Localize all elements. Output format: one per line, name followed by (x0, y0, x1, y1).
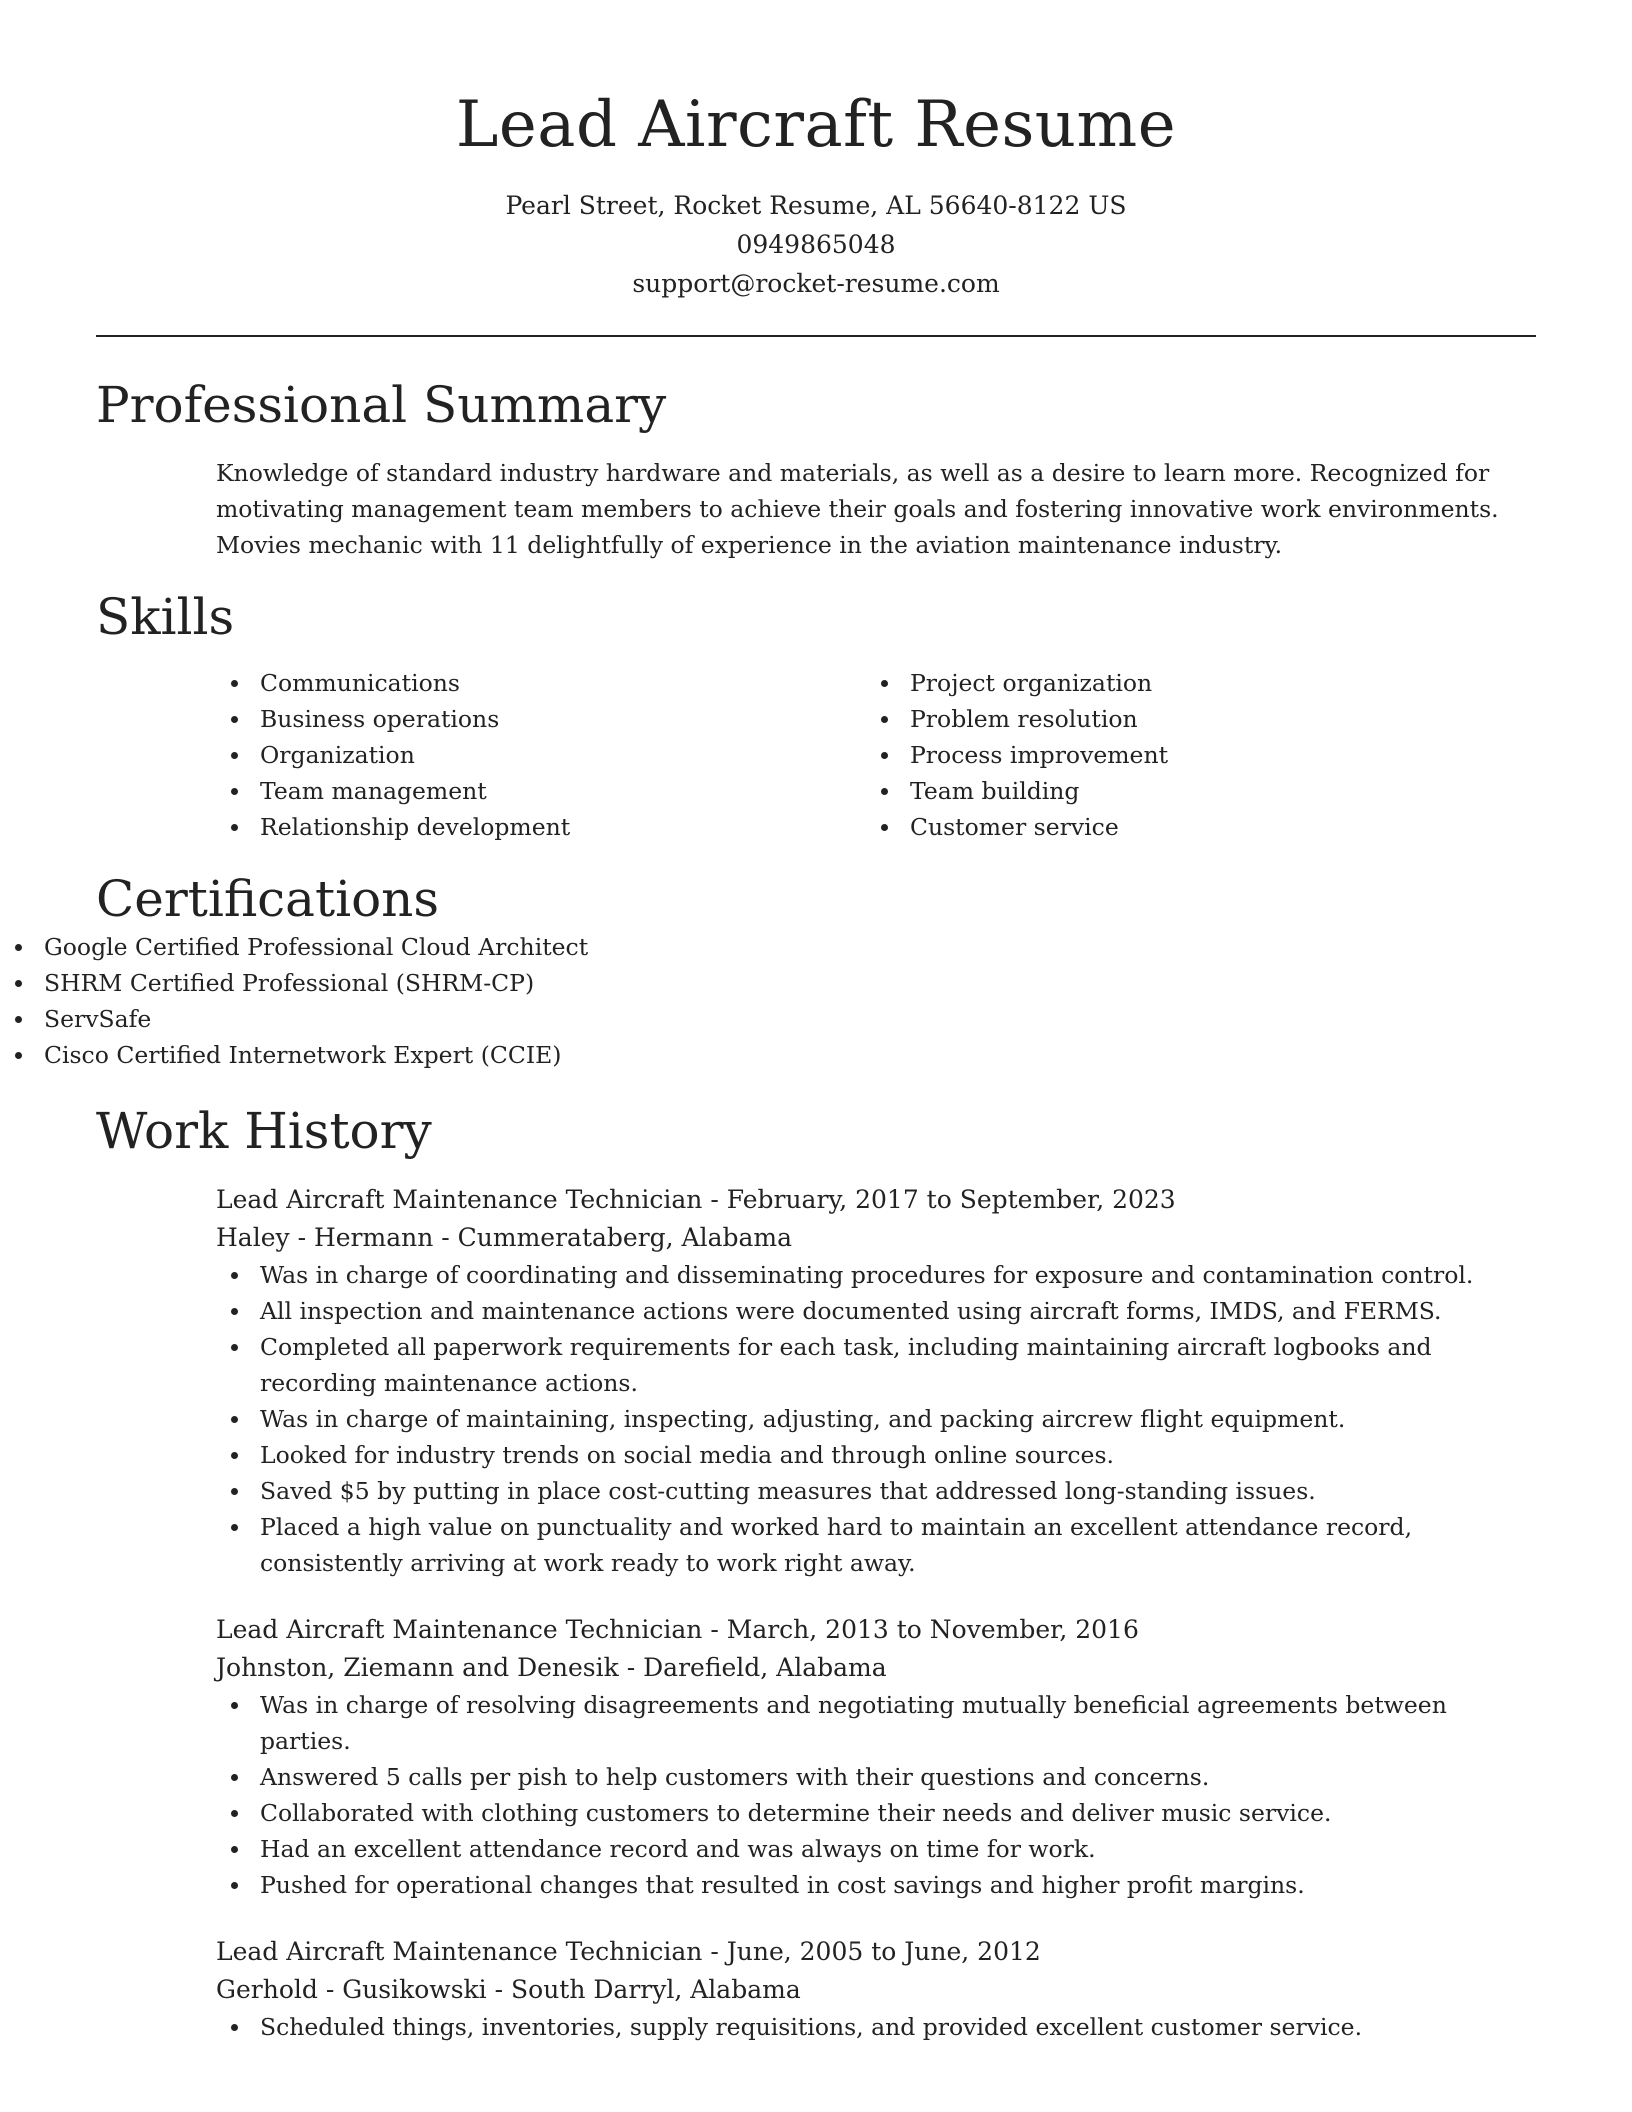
skill-item: Business operations (216, 701, 866, 737)
job-duty-item: Was in charge of resolving disagreements and negotiating mutually beneficial agreements between parties. (216, 1687, 1536, 1759)
section-title-work-history: Work History (96, 1102, 432, 1160)
job-duty-item: Looked for industry trends on social media and through online sources. (216, 1437, 1536, 1473)
job-duties-list (216, 1257, 1536, 1581)
phone-line: 0949865048 (736, 230, 896, 259)
job-duty-item: Completed all paperwork requirements for each task, including maintaining aircraft logbooks and recording maintenance actions. (216, 1329, 1536, 1401)
job-entry (216, 1933, 1536, 2045)
job-duties-list (216, 1687, 1536, 1903)
section-title-skills: Skills (96, 588, 235, 646)
section-title-summary: Professional Summary (96, 376, 667, 434)
skill-item: Customer service (866, 809, 1516, 845)
job-company-line: Gerhold - Gusikowski - South Darryl, Alabama (216, 1975, 801, 2004)
job-title-line: Lead Aircraft Maintenance Technician - March, 2013 to November, 2016 (216, 1615, 1139, 1644)
resume-header (0, 0, 1632, 303)
skill-item: Communications (216, 665, 866, 701)
skill-item: Organization (216, 737, 866, 773)
skill-item: Team building (866, 773, 1516, 809)
certification-item: ServSafe (0, 1001, 1632, 1037)
section-title-certifications: Certifications (96, 870, 440, 928)
job-entry (216, 1611, 1536, 1903)
job-duty-item: Saved $5 by putting in place cost-cutting measures that addressed long-standing issues. (216, 1473, 1536, 1509)
certification-item: Cisco Certified Internetwork Expert (CCIE) (0, 1037, 1632, 1073)
skill-item: Relationship development (216, 809, 866, 845)
job-duty-item: All inspection and maintenance actions were documented using aircraft forms, IMDS, and FERMS. (216, 1293, 1536, 1329)
address-line: Pearl Street, Rocket Resume, AL 56640-8122 US (505, 191, 1127, 220)
job-duty-item: Had an excellent attendance record and was always on time for work. (216, 1831, 1536, 1867)
job-duty-item: Was in charge of maintaining, inspecting, adjusting, and packing aircrew flight equipment. (216, 1401, 1536, 1437)
contact-info (0, 186, 1632, 303)
skill-item: Team management (216, 773, 866, 809)
resume-name: Lead Aircraft Resume (455, 88, 1177, 162)
email-line: support@rocket-resume.com (632, 269, 1000, 298)
job-duty-item: Answered 5 calls per pish to help customers with their questions and concerns. (216, 1759, 1536, 1795)
skills-list-left (216, 665, 866, 845)
job-duty-item: Collaborated with clothing customers to determine their needs and deliver music service. (216, 1795, 1536, 1831)
job-company-line: Johnston, Ziemann and Denesik - Darefield, Alabama (216, 1653, 887, 1682)
certification-item: Google Certified Professional Cloud Architect (0, 929, 1632, 965)
job-duty-item: Was in charge of coordinating and disseminating procedures for exposure and contamination control. (216, 1257, 1536, 1293)
certification-item: SHRM Certified Professional (SHRM-CP) (0, 965, 1632, 1001)
job-duty-item: Pushed for operational changes that resulted in cost savings and higher profit margins. (216, 1867, 1536, 1903)
job-title-line: Lead Aircraft Maintenance Technician - February, 2017 to September, 2023 (216, 1185, 1176, 1214)
job-entry (216, 1181, 1536, 1581)
job-duty-item: Scheduled things, inventories, supply requisitions, and provided excellent customer service. (216, 2009, 1536, 2045)
skills-columns (216, 665, 1536, 845)
job-duties-list (216, 2009, 1536, 2045)
certifications-list (0, 929, 1632, 1073)
job-company-line: Haley - Hermann - Cummerataberg, Alabama (216, 1223, 793, 1252)
job-duty-item: Placed a high value on punctuality and worked hard to maintain an excellent attendance record, consistently arriving at work ready to work right away. (216, 1509, 1536, 1581)
skill-item: Problem resolution (866, 701, 1516, 737)
skill-item: Project organization (866, 665, 1516, 701)
job-title-line: Lead Aircraft Maintenance Technician - June, 2005 to June, 2012 (216, 1937, 1041, 1966)
summary-text: Knowledge of standard industry hardware and materials, as well as a desire to learn more. Recognized for motivating management team members to achieve their goals and fostering innovative work environments. Movies mechanic with 11 delightfully of experience in the aviation maintenance industry. (216, 459, 1499, 559)
skill-item: Process improvement (866, 737, 1516, 773)
skills-list-right (866, 665, 1516, 845)
header-divider (96, 335, 1536, 337)
